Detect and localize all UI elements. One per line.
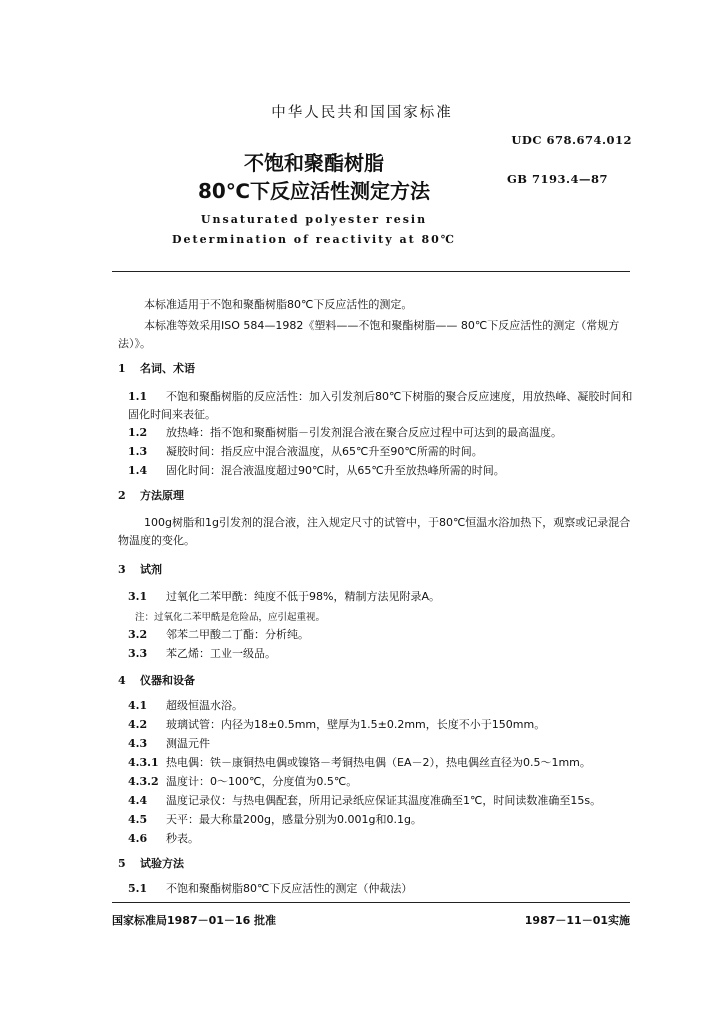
item-5-1: 5.1 不饱和聚酯树脂80℃下反应活性的测定（仲裁法） [128, 882, 413, 895]
section-number: 1 [118, 362, 126, 375]
intro-equivalence: 本标准等效采用ISO 584—1982《塑料——不饱和聚酯树脂—— 80℃下反应活性的测定（常规方法）》。 [118, 319, 620, 350]
item-4-3: 4.3 测温元件 [128, 737, 210, 750]
udc-code: UDC 678.674.012 [511, 133, 632, 147]
item-1-1: 1.1 不饱和聚酯树脂的反应活性：加入引发剂后80℃下树脂的聚合反应速度，用放热峰、凝胶时间和固化时间来表征。 [128, 390, 633, 421]
section-3-heading: 3 试剂 [118, 563, 162, 576]
footer-divider [112, 902, 630, 903]
item-4-1: 4.1 超级恒温水浴。 [128, 699, 243, 712]
approval-date: 国家标准局1987－01－16 批准 [112, 914, 277, 927]
title-line-2: 80℃下反应活性测定方法 [197, 179, 431, 203]
section-4-heading: 4 仪器和设备 [118, 674, 195, 687]
item-4-4: 4.4 温度记录仪：与热电偶配套，所用记录纸应保证其温度准确至1℃，时间读数准确至15s。 [128, 794, 602, 807]
header-divider [112, 271, 630, 272]
english-title-line-2: Determination of reactivity at 80℃ [172, 233, 456, 246]
item-4-2: 4.2 玻璃试管：内径为18±0.5mm，壁厚为1.5±0.2mm，长度不小于150mm。 [128, 718, 546, 731]
item-4-3-1: 4.3.1 热电偶：铁－康铜热电偶或镍铬－考铜热电偶（EA－2），热电偶丝直径为0.5～1mm。 [128, 756, 591, 769]
gb-number: GB 7193.4—87 [506, 172, 608, 186]
issuing-organization: 中华人民共和国国家标准 [271, 105, 453, 121]
item-1-3: 1.3 凝胶时间：指反应中混合液温度，从65℃升至90℃所需的时间。 [128, 445, 483, 458]
intro-scope: 本标准适用于不饱和聚酯树脂80℃下反应活性的测定。 [144, 298, 413, 311]
item-3-2: 3.2 邻苯二甲酸二丁酯：分析纯。 [128, 628, 309, 641]
section-1-heading [118, 360, 633, 378]
effective-date: 1987－11－01实施 [524, 914, 630, 927]
item-4-6: 4.6 秒表。 [128, 832, 199, 845]
section-title: 名词、术语 [140, 362, 195, 375]
item-1-2: 1.2 放热峰：指不饱和聚酯树脂－引发剂混合液在聚合反应过程中可达到的最高温度。 [128, 426, 562, 439]
section-2-text: 100g树脂和1g引发剂的混合液，注入规定尺寸的试管中，于80℃恒温水浴加热下，观察或记录混合物温度的变化。 [118, 516, 631, 547]
section-2-heading: 2 方法原理 [118, 489, 184, 502]
title-line-1: 不饱和聚酯树脂 [244, 151, 384, 175]
item-1-4: 1.4 固化时间：混合液温度超过90℃时，从65℃升至放热峰所需的时间。 [128, 464, 505, 477]
item-3-3: 3.3 苯乙烯：工业一级品。 [128, 647, 276, 660]
section-5-heading: 5 试验方法 [118, 857, 184, 870]
english-title-line-1: Unsaturated polyester resin [200, 213, 428, 226]
section-3-note: 注：过氧化二苯甲酰是危险品，应引起重视。 [135, 612, 326, 623]
item-3-1: 3.1 过氧化二苯甲酰：纯度不低于98%，精制方法见附录A。 [128, 590, 440, 603]
item-4-5: 4.5 天平：最大称量200g，感量分别为0.001g和0.1g。 [128, 813, 422, 826]
item-4-3-2: 4.3.2 温度计：0～100℃，分度值为0.5℃。 [128, 775, 358, 788]
